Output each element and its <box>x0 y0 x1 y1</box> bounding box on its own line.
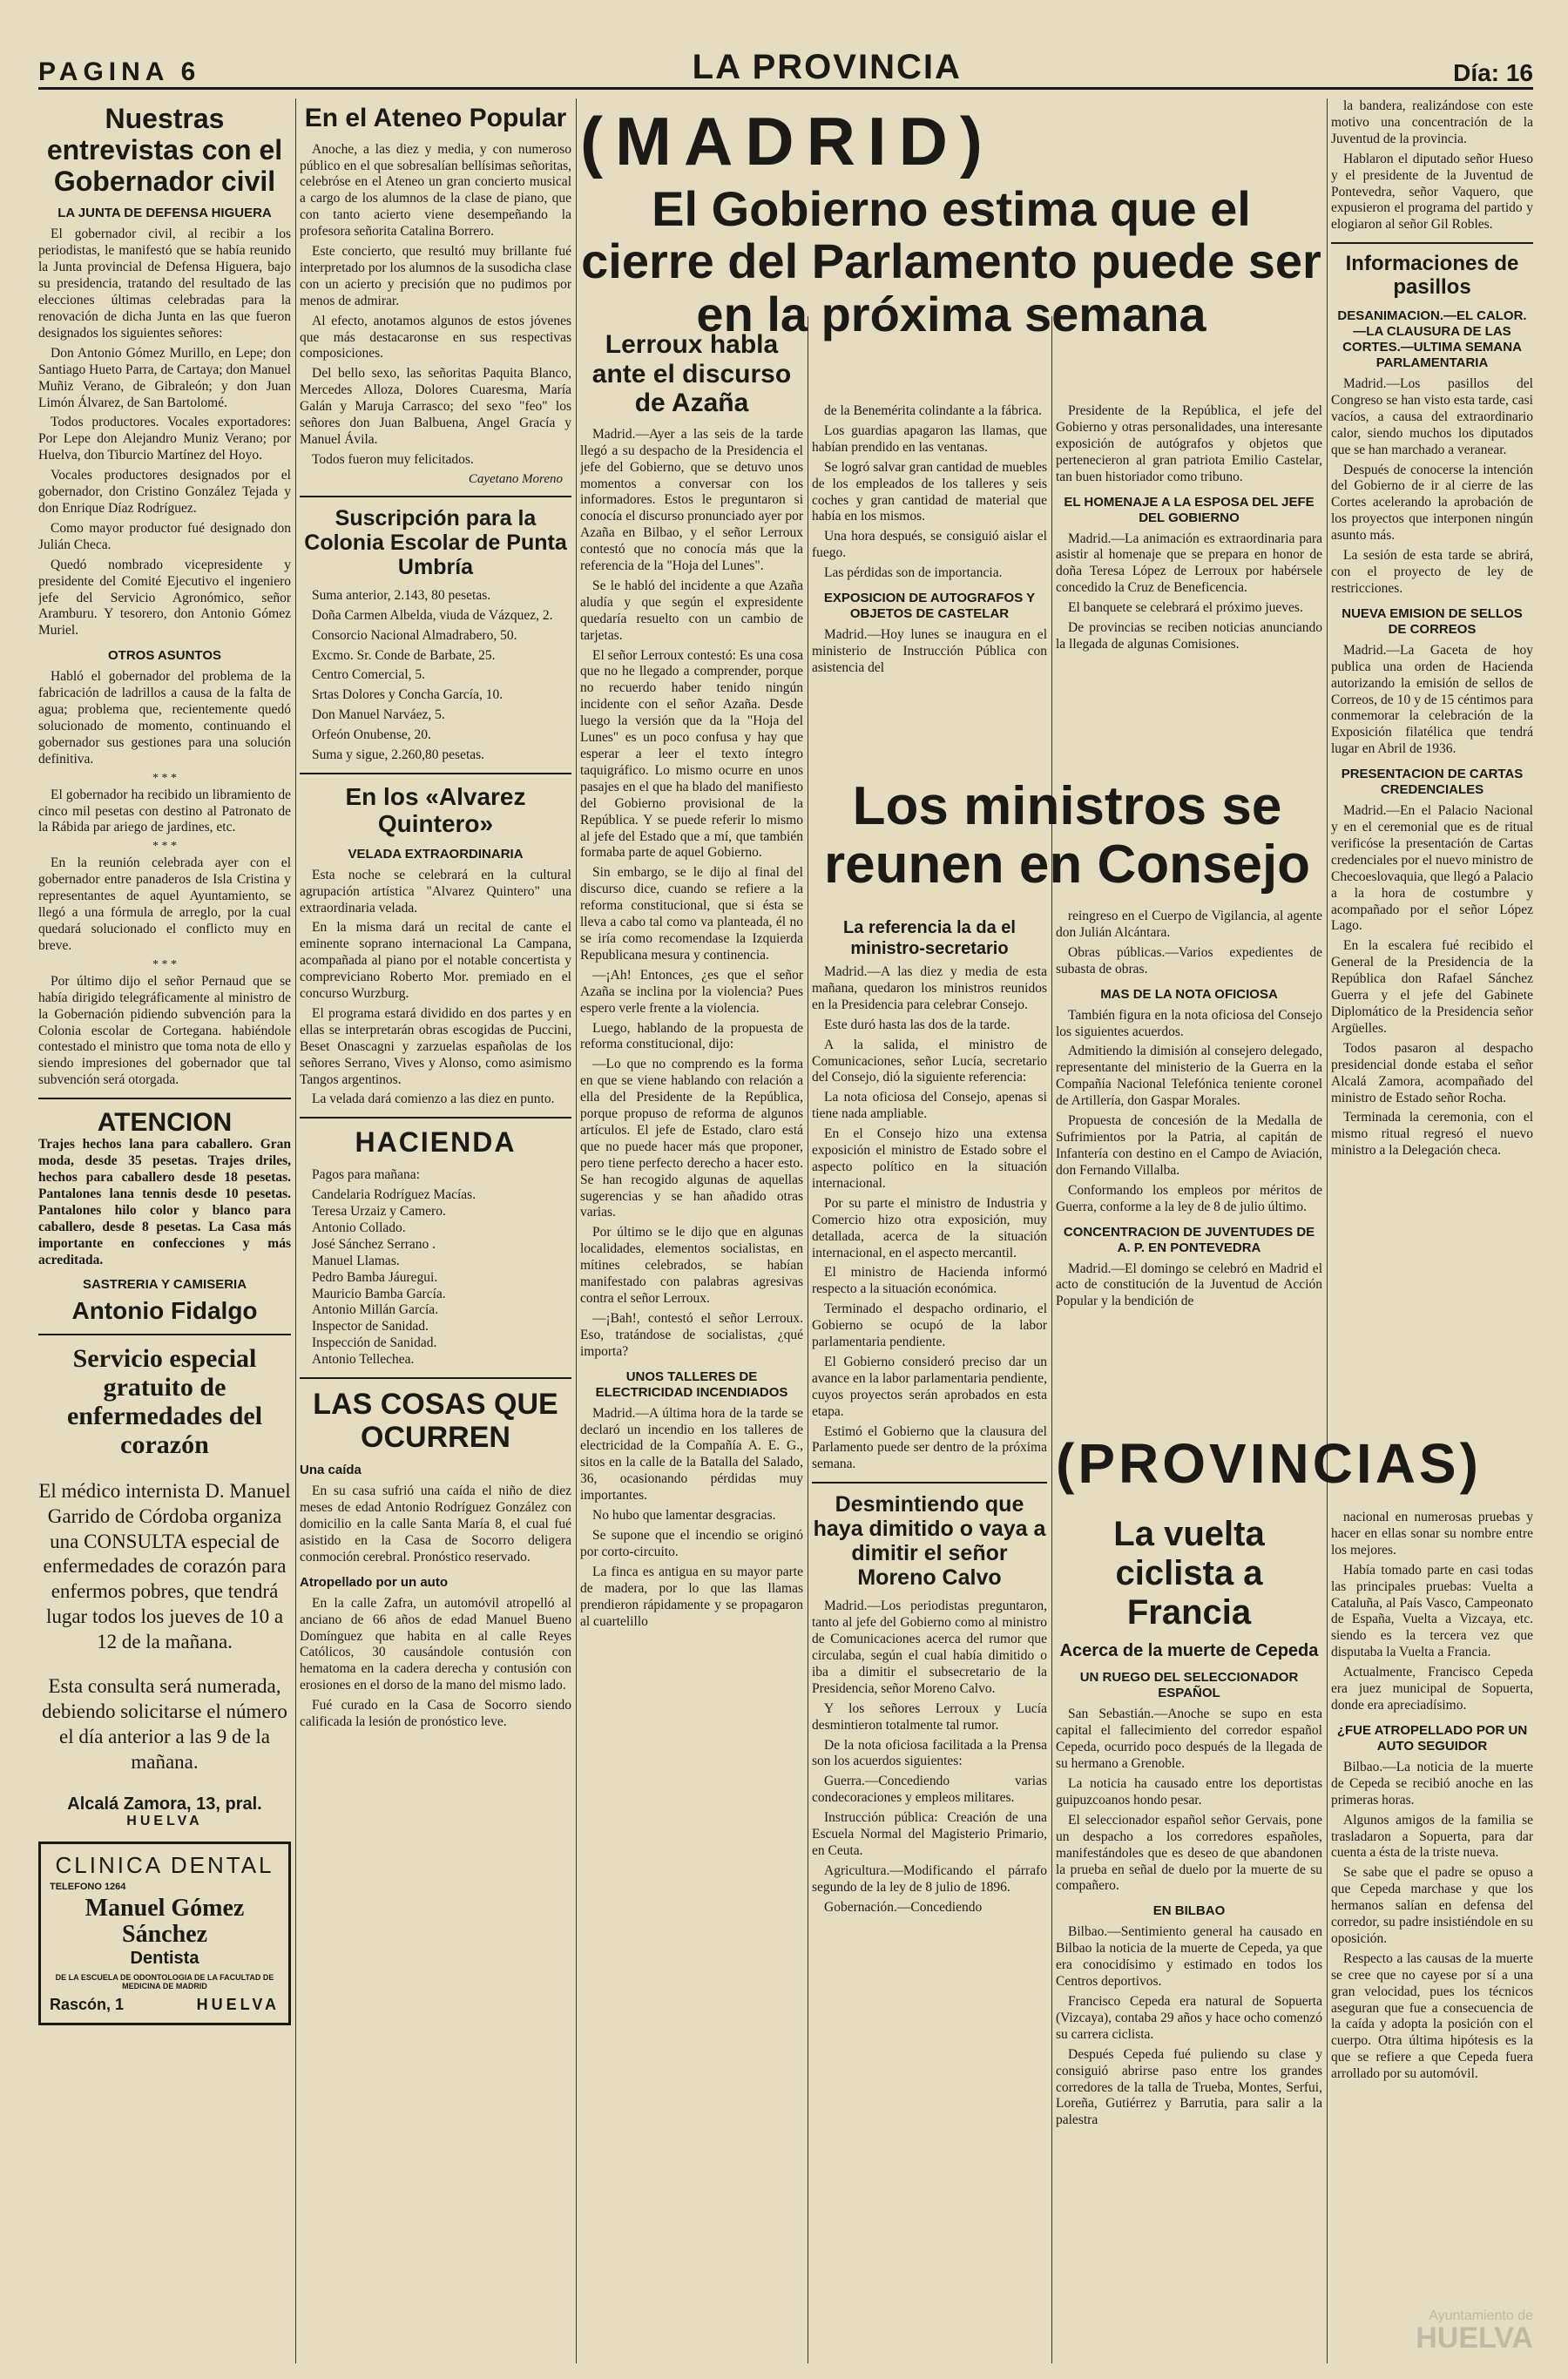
paragraph: El ministro de Hacienda informó respecto a la situación económica. <box>812 1265 1047 1297</box>
paragraph: Pagos para mañana: <box>312 1167 420 1183</box>
paragraph: Madrid.—A las diez y media de esta mañana, quedaron los ministros reunidos en la Presidencia para celebrar Consejo. <box>812 964 1047 1012</box>
section-subhead: DESANIMACION.—EL CALOR.—LA CLAUSURA DE LAS CORTES.—ULTIMA SEMANA PARLAMENTARIA <box>1337 308 1527 370</box>
paragraph: A la salida, el ministro de Comunicaciones, señor Lucía, secretario del Consejo, dió la siguiente referencia: <box>812 1037 1047 1085</box>
column-5-top <box>1056 403 1322 769</box>
article-title: Desmintiendo que haya dimitido o vaya a dimitir el señor Moreno Calvo <box>813 1492 1046 1591</box>
madrid-banner <box>580 98 1322 341</box>
paragraph: Por último dijo el señor Pernaud que se había dirigido telegráficamente al ministro de la Gobernación pidiendo subvención para la Colonia escolar de Cortegana. habiéndole contestado el ministro que toma nota de ello y siendo impresiones del gobernador que tal subvención será otorgada. <box>38 973 291 1088</box>
paragraph: Los guardias apagaron las llamas, que habían prendido en las ventanas. <box>812 422 1047 455</box>
paragraph: Bilbao.—Sentimiento general ha causado en Bilbao la noticia de la muerte de Cepeda, ya que era conocidísimo y estimado en todos los Centros deportivos. <box>1056 1924 1322 1990</box>
advert-title: Servicio especial gratuito de enfermedades del corazón <box>66 1344 263 1460</box>
section-subhead: MAS DE LA NOTA OFICIOSA <box>1100 986 1278 1002</box>
consejo-banner <box>812 778 1322 903</box>
paragraph: Habló el gobernador del problema de la fabricación de ladrillos a causa de la falta de agua; problema que, recientemente quedó solucionado de momento, continuando el gobernador sus gestiones para una solución definitiva. <box>38 669 291 767</box>
divider <box>38 1334 291 1335</box>
article-title: Nuestras entrevistas con el Gobernador civil <box>46 103 283 197</box>
advert-text: Trajes hechos lana para caballero. Gran moda, desde 35 pesetas. Trajes driles, hechos para caballero desde 18 pesetas. Pantalones lana tennis desde 10 pesetas. Pantalones hilo color y blanco para caballero, desde 8 pesetas. La Casa más importante en confecciones y más acreditada. <box>38 1137 291 1267</box>
list-item: Mauricio Bamba García. <box>312 1286 446 1301</box>
section-subhead: VELADA EXTRAORDINARIA <box>348 846 524 862</box>
clinic-name: Manuel Gómez Sánchez <box>84 1894 245 1949</box>
list-item: Teresa Urzaiz y Camero. <box>312 1204 446 1220</box>
paragraph: En su casa sufrió una caída el niño de diez meses de edad Antonio Rodríguez González con domicilio en la calle Santa María 8, el cual fué asistido en la Casa de Socorro deligera conmoción cerebral. Pronóstico reservado. <box>300 1483 571 1565</box>
paragraph: En el Consejo hizo una extensa exposición el ministro de Estado sobre el aspecto político en la situación internacional. <box>812 1126 1047 1191</box>
article-title: Lerroux habla ante el discurso de Azaña <box>591 330 792 418</box>
article-title: En el Ateneo Popular <box>304 104 567 132</box>
paragraph: Suma y sigue, 2.260,80 pesetas. <box>312 747 485 763</box>
column-divider <box>1327 98 1328 2363</box>
paragraph: reingreso en el Cuerpo de Vigilancia, al agente don Julián Alcántara. <box>1056 909 1322 940</box>
list-item: Inspector de Sanidad. <box>312 1319 429 1335</box>
paragraph: El banquete se celebrará el próximo jueves. <box>1068 600 1303 616</box>
article-title: HACIENDA <box>355 1126 517 1159</box>
paragraph: Admitiendo la dimisión al consejero delegado, representante del ministerio de la Guerra en la Compañía Nacional Telefónica teniente coronel de Artillería, don Gaspar Morales. <box>1056 1044 1322 1109</box>
section-kicker: (MADRID) <box>580 103 995 179</box>
paragraph: Bilbao.—La noticia de la muerte de Cepeda se recibió anoche en las primeras horas. <box>1331 1759 1533 1808</box>
paragraph: de la Benemérita colindante a la fábrica. <box>824 403 1043 418</box>
advert-shop: SASTRERIA Y CAMISERIA <box>82 1277 247 1293</box>
paragraph: Y los señores Lerroux y Lucía desmintieron totalmente tal rumor. <box>812 1700 1047 1733</box>
paragraph: Madrid.—Hoy lunes se inaugura en el ministerio de Instrucción Pública con asistencia del <box>812 627 1047 675</box>
paragraph: Guerra.—Concediendo varias condecoraciones y empleos militares. <box>812 1774 1047 1806</box>
masthead <box>38 42 1533 90</box>
list-item: Antonio Collado. <box>312 1220 406 1235</box>
clinic-title: CLINICA DENTAL <box>55 1852 274 1879</box>
paragraph: Se le habló del incidente a que Azaña aludía y que según el expresidente quedaría resuelto con un cambio de tarjetas. <box>580 578 803 643</box>
clinic-role: Dentista <box>130 1949 199 1969</box>
paragraph: De la nota oficiosa facilitada a la Prensa son los acuerdos siguientes: <box>812 1737 1047 1769</box>
paragraph: Se supone que el incendio se originó por corto-circuito. <box>580 1527 803 1559</box>
advert-title: ATENCION <box>97 1108 233 1138</box>
separator-stars-icon: * * * <box>152 957 177 971</box>
clinic-phone: TELEFONO 1264 <box>50 1881 126 1892</box>
section-subhead: PRESENTACION DE CARTAS CREDENCIALES <box>1341 767 1524 798</box>
paragraph: Gobernación.—Concediendo <box>824 1899 983 1915</box>
divider <box>1331 242 1533 244</box>
paragraph: Una hora después, se consiguió aislar el fuego. <box>812 529 1047 561</box>
paragraph: La finca es antigua en su mayor parte de madera, por lo que las llamas prendieron rápidamente y se propagaron al cuartelillo <box>580 1564 803 1629</box>
paragraph: Estimó el Gobierno que la clausura del Parlamento puede ser dentro de la próxima semana. <box>812 1423 1047 1472</box>
article-title: LAS COSAS QUE OCURREN <box>313 1388 558 1455</box>
column-5-bottom <box>1056 1510 1322 2363</box>
column-5-middle <box>1056 909 1322 1423</box>
paragraph: Luego, hablando de la propuesta de reforma constitucional, dijo: <box>580 1020 803 1052</box>
main-headline: El Gobierno estima que el cierre del Parlamento puede ser en la próxima semana <box>581 181 1321 341</box>
paragraph: Se logró salvar gran cantidad de muebles de los empleados de los talleres y seis coches y gran cantidad de material que había en los mismos. <box>812 459 1047 524</box>
provincias-banner <box>1056 1431 1533 1503</box>
section-headline: Los ministros se reunen en Consejo <box>823 776 1311 895</box>
section-subhead: ¿FUE ATROPELLADO POR UN AUTO SEGUIDOR <box>1336 1722 1528 1754</box>
paragraph: Suma anterior, 2.143, 80 pesetas. <box>312 587 491 603</box>
section-subhead: UNOS TALLERES DE ELECTRICIDAD INCENDIADOS <box>595 1369 788 1400</box>
section-kicker: (PROVINCIAS) <box>1056 1432 1482 1495</box>
section-subhead: La referencia la da el ministro-secretario <box>843 918 1016 958</box>
list-item: Manuel Llamas. <box>312 1253 400 1268</box>
column-divider <box>1051 316 1052 2363</box>
paragraph: También figura en la nota oficiosa del Consejo los siguientes acuerdos. <box>1056 1007 1322 1039</box>
paragraph: Orfeón Onubense, 20. <box>312 727 431 743</box>
section-subhead: Atropellado por un auto <box>300 1574 448 1590</box>
paragraph: La sesión de esta tarde se abrirá, con el proyecto de ley de restricciones. <box>1331 548 1533 596</box>
column-3 <box>580 325 803 2363</box>
divider <box>300 1117 571 1119</box>
paragraph: Después Cepeda fué puliendo su clase y consiguió abrirse paso entre los grandes corredores de la talla de Trueba, Montes, Serfui, Loreña, Gutiérrez y Barrutia, para salir a la palestra <box>1056 2046 1322 2128</box>
advert-address: Alcalá Zamora, 13, pral. <box>67 1794 262 1815</box>
advert-cardio <box>38 1344 291 1829</box>
watermark-line: HUELVA <box>1416 2322 1533 2355</box>
paragraph: La noticia ha causado entre los deportistas guipuzcoanos hondo pesar. <box>1056 1776 1322 1808</box>
article-title: La vuelta ciclista a Francia <box>1113 1515 1265 1632</box>
paragraph: Hablaron el diputado señor Hueso y el presidente de la Juventud de Pontevedra, señor Vaquero, que expusieron el programa del partido y elogiaron al señor Gil Robles. <box>1331 151 1533 233</box>
paragraph: Después de conocerse la intención del Gobierno de ir al cierre de las Cortes acelerando la aprobación de los proyectos que interponen ningún asunto más. <box>1331 462 1533 544</box>
paragraph: El señor Lerroux contestó: Es una cosa que no he llegado a comprender, porque no recuerdo haber tenido ningún incidente con el señor Azaña. Desde luego la versión que da la "Hoja del Lunes" es un poco confusa y hay que esperar a leer el texto íntegro taquigráfico. Lo mismo ocurre en unos pasajes en el que ha blado del manifiesto del Gobierno provisional de la República. Y se puede referir lo mismo al jefe del Estado que a mí, que también formaba parte de aquel Gobierno. <box>580 647 803 861</box>
column-1 <box>38 98 291 2025</box>
paragraph: Doña Carmen Albelda, viuda de Vázquez, 2. <box>312 607 553 623</box>
paragraph: En la escalera fué recibido el General de la Presidencia de la República don Rafael Sánchez Guerra y el jefe del Gabinete Diplomático de la Presidencia señor Argüelles. <box>1331 938 1533 1036</box>
column-4-top <box>812 403 1047 769</box>
list-item: Candelaria Rodríguez Macías. <box>312 1187 476 1203</box>
clinic-school: DE LA ESCUELA DE ODONTOLOGIA DE LA FACULTAD DE MEDICINA DE MADRID <box>55 1973 274 1991</box>
paragraph: nacional en numerosas pruebas y hacer en ellas sonar su nombre entre los mejores. <box>1331 1510 1533 1558</box>
separator-stars-icon: * * * <box>152 771 177 785</box>
paragraph: Don Antonio Gómez Murillo, en Lepe; don Santiago Hueto Parra, de Cartaya; don Manuel Muñiz Verano, de Gibraleón; y don Juan Limón Álvarez, de San Bartolomé. <box>38 345 291 410</box>
advert-text: Esta consulta será numerada, debiendo solicitarse el número el día anterior a las 9 de la mañana. <box>42 1675 287 1773</box>
paragraph: —Lo que no comprendo es la forma en que se viene hablando con relación a ella del Presidente de la República, porque propuso de reforma de algunos artículos. El jefe de Estado, claro está que no puede hacer más que proponer, pero tiene perfecto derecho a hacer esto. Se han recogido algunas de aquellas sugerencias y se han añadido otras varias. <box>580 1057 803 1220</box>
paragraph: La velada dará comienzo a las diez en punto. <box>312 1092 555 1107</box>
paragraph: Madrid.—El domingo se celebró en Madrid el acto de constitución de la Juventud de Acción Popular y la bendición de <box>1056 1260 1322 1309</box>
list-item: José Sánchez Serrano . <box>312 1236 436 1252</box>
paragraph: Francisco Cepeda era natural de Sopuerta (Vizcaya), contaba 29 años y hace ocho comenzó su carrera ciclista. <box>1056 1993 1322 2042</box>
article-title: Suscripción para la Colonia Escolar de Punta Umbría <box>304 505 567 579</box>
paragraph: En la calle Zafra, un automóvil atropelló al anciano de 66 años de edad Manuel Bueno Domínguez que habita en al calle Reyes Católicos, 30 causándole contusión con hematoma en la cadera derecha y contusión con erosiones en el dorso de la mano del mismo lado. <box>300 1595 571 1693</box>
paragraph: Se sabe que el padre se opuso a que Cepeda marchase y que los hermanos salían en defensa del corredor, su padre insistiéndole en su oposición. <box>1331 1865 1533 1946</box>
divider <box>300 773 571 774</box>
paragraph: Excmo. Sr. Conde de Barbate, 25. <box>312 647 496 663</box>
separator-stars-icon: * * * <box>152 840 177 854</box>
paragraph: Por último se le dijo que en algunas localidades, elementos socialistas, en mítines celebrados, se habían manifestado con palabras agresivas contra el señor Lerroux. <box>580 1225 803 1306</box>
column-2 <box>300 98 571 1734</box>
paragraph: Este duró hasta las dos de la tarde. <box>824 1017 1010 1032</box>
column-divider <box>295 98 296 2363</box>
paragraph: Srtas Dolores y Concha García, 10. <box>312 687 504 703</box>
paragraph: Conformando los empleos por méritos de Guerra, conforme a la ley de 8 de julio último. <box>1056 1182 1322 1214</box>
paragraph: Agricultura.—Modificando el párrafo segundo de la ley de 8 julio de 1896. <box>812 1862 1047 1895</box>
paragraph: Esta noche se celebrará en la cultural agrupación artística "Alvarez Quintero" una extraordinaria velada. <box>300 867 571 916</box>
paragraph: Terminado el despacho ordinario, el Gobierno se ocupó de la labor parlamentaria pendiente. <box>812 1301 1047 1350</box>
divider <box>300 1377 571 1379</box>
paragraph: Madrid.—Los periodistas preguntaron, tanto al jefe del Gobierno como al ministro de Comunicaciones acerca del rumor que circulaba, según el cual había dimitido o iba a dimitir el subsecretario de la Presidencia, señor Moreno Calvo. <box>812 1598 1047 1696</box>
advert-text: El médico internista D. Manuel Garrido de Córdoba organiza una CONSULTA especial de enfermedades de corazón para enfermos pobres, que tendrá lugar todos los jueves de 10 a 12 de la mañana. <box>38 1480 291 1652</box>
paragraph: Todos fueron muy felicitados. <box>312 451 474 467</box>
section-subhead: EL HOMENAJE A LA ESPOSA DEL JEFE DEL GOBIERNO <box>1064 494 1315 525</box>
paragraph: Madrid.—En el Palacio Nacional y en el ceremonial que es de ritual verificóse la presentación de Cartas credenciales por el nuevo ministro de Checoeslovaquia, que llegó a Palacio a la hora de costumbre y acompañado por el señor López Lago. <box>1331 803 1533 934</box>
watermark-line: Ayuntamiento de <box>1429 2308 1533 2323</box>
paragraph: El gobernador ha recibido un libramiento de cinco mil pesetas con destino al Patronato de la Rábida par ariego de jardines, etc. <box>38 787 291 835</box>
paragraph: Terminada la ceremonia, con el mismo ritual regresó el nuevo ministro a la Delegación checa. <box>1331 1110 1533 1159</box>
article-title: Informaciones de pasillos <box>1345 252 1519 300</box>
paragraph: Anoche, a las diez y media, y con numeroso público en el que sobresalían bellísimas señoritas, celebróse en el Ateneo un gran concierto musical a cargo de los alumnos de la clase de piano, que con tanto acierto viene desempeñando la profesora señorita Catalina Borrero. <box>300 141 571 240</box>
paragraph: Había tomado parte en casi todas las principales pruebas: Vuelta a Cataluña, al País Vasco, Campeonato de España, Vuelta a Vizcaya, etc. siendo es la tercera vez que disputaba la Vuelta a Francia. <box>1331 1562 1533 1660</box>
paragraph: Vocales productores designados por el gobernador, don Cristino González Tejada y don Enrique Díaz Rodríguez. <box>38 468 291 516</box>
column-4-bottom <box>812 909 1047 2363</box>
columns <box>38 98 1533 2372</box>
paragraph: Por su parte el ministro de Industria y Comercio hizo otra exposición, muy detallada, acerca de la situación internacional, en el aspecto mercantil. <box>812 1195 1047 1260</box>
list-item: Antonio Millán García. <box>312 1302 439 1318</box>
newspaper-logo: LA PROVINCIA <box>692 48 962 86</box>
paragraph: San Sebastián.—Anoche se supo en esta capital el fallecimiento del corredor español Cepeda, ocurrido poco después de la llegada de su hermano a Grenoble. <box>1056 1707 1322 1772</box>
paragraph: Presidente de la República, el jefe del Gobierno y otras personalidades, una interesante exposición de autógrafos y objetos que pertenecieron al gran patriota Emilio Castelar, tan buen historiador como tribuno. <box>1056 403 1322 484</box>
paragraph: Respecto a las causas de la muerte se cree que no cayese por sí a una gran velocidad, pues los técnicos aseguran que fue a consecuencia de la caída y adopta la posición con el cuerpo. Otra última hipótesis es la que se refiere a que Cepeda fuera arrollado por su automóvil. <box>1331 1950 1533 2082</box>
paragraph: Don Manuel Narváez, 5. <box>312 707 445 723</box>
column-6-bottom <box>1331 1510 1533 2363</box>
paragraph: El programa estará dividido en dos partes y en ellas se interpretarán obras escogidas de Puccini, Beset Onascagni y zarzuelas españolas de los señores Serrano, Vives y Alonso, como asimismo Tangos argentinos. <box>300 1005 571 1087</box>
column-divider <box>576 98 577 2363</box>
section-subhead: OTROS ASUNTOS <box>107 648 221 664</box>
paragraph: Instrucción pública: Creación de una Escuela Normal del Magisterio Primario, en Ceuta. <box>812 1810 1047 1858</box>
advert-clinic <box>38 1842 291 2025</box>
paragraph: No hubo que lamentar desgracias. <box>592 1508 776 1524</box>
advert-tailor <box>38 1108 291 1325</box>
list-item: Antonio Tellechea. <box>312 1352 415 1368</box>
advert-name: Antonio Fidalgo <box>71 1297 258 1325</box>
paragraph: Consorcio Nacional Almadrabero, 50. <box>312 627 517 643</box>
paragraph: Como mayor productor fué designado don Julián Checa. <box>38 520 291 552</box>
paragraph: Al efecto, anotamos algunos de estos jóvenes que más destacaronse en sus respectivas composiciones. <box>300 313 571 362</box>
divider <box>300 496 571 497</box>
section-subhead: Acerca de la muerte de Cepeda <box>1059 1641 1319 1661</box>
paragraph: Obras públicas.—Varios expedientes de subasta de obras. <box>1056 944 1322 977</box>
section-subhead: LA JUNTA DE DEFENSA HIGUERA <box>57 206 272 221</box>
divider <box>38 1098 291 1099</box>
paragraph: Madrid.—Los pasillos del Congreso se han visto esta tarde, casi vacíos, a causa del extraordinario calor, siendo muchos los diputados que se han marchado a veranear. <box>1331 376 1533 457</box>
paragraph: Todos pasaron al despacho presidencial donde estaba el señor Alcalá Zamora, acompañado del ministro de Estado señor Rocha. <box>1331 1040 1533 1105</box>
paragraph: Del bello sexo, las señoritas Paquita Blanco, Mercedes Alloza, Dolores Cuaresma, María Galán y Maruja Carrasco; del sexo "feo" los señores don Juan Balbuena, Angel Gracía y Manuel Ávila. <box>300 366 571 447</box>
paragraph: Todos productores. Vocales exportadores: Por Lepe don Alejandro Muniz Verano; por Huelva, don Tiburcio Martínez del Hoyo. <box>38 415 291 463</box>
paragraph: El seleccionador español señor Gervais, pone un despacho a los corredores españoles, manifestándoles que es deseo de que abandonen la prueba en señal de duelo por la muerte de su compañero. <box>1056 1812 1322 1894</box>
paragraph: Este concierto, que resultó muy brillante fué interpretado por los alumnos de la susodicha clase con un acierto y precisión que no pudimos por menos de admirar. <box>300 244 571 308</box>
paragraph: De provincias se reciben noticias anunciando la llegada de algunas Comisiones. <box>1056 620 1322 652</box>
paragraph: Quedó nombrado vicepresidente y presidente del Comité Ejecutivo el ingeniero jefe del Servicio Agronómico, señor Aramburu. Y tesorero, don Antonio Gómez Muriel. <box>38 557 291 639</box>
advert-city: HUELVA <box>126 1814 203 1829</box>
section-subhead: NUEVA EMISION DE SELLOS DE CORREOS <box>1342 605 1523 637</box>
page-number: PAGINA 6 <box>38 57 201 86</box>
section-subhead: EXPOSICION DE AUTOGRAFOS Y OBJETOS DE CASTELAR <box>823 591 1036 622</box>
column-6-top <box>1331 98 1533 1423</box>
paragraph: —¡Bah!, contestó el señor Lerroux. Eso, tratándose de socialistas, ¿qué importa? <box>580 1310 803 1359</box>
paragraph: Las pérdidas son de importancia. <box>824 565 1003 581</box>
paragraph: Propuesta de concesión de la Medalla de Sufrimientos por la Patria, al capitán de Infantería con destino en el Campo de Aviación, don Fernando Villalba. <box>1056 1113 1322 1178</box>
section-subhead: UN RUEGO DEL SELECCIONADOR ESPAÑOL <box>1079 1670 1299 1701</box>
paragraph: La nota oficiosa del Consejo, apenas si tiene nada ampliable. <box>812 1090 1047 1122</box>
paragraph: Madrid.—A última hora de la tarde se declaró un incendio en los talleres de electricidad de la Compañía A. E. G., sitos en la calle de la Batalla del Salado, 36, ocasionando pérdidas muy importantes. <box>580 1405 803 1504</box>
clinic-address: Rascón, 1 <box>50 1996 125 2014</box>
clinic-city: HUELVA <box>196 1996 280 2014</box>
divider <box>812 1482 1047 1483</box>
payment-list <box>300 1187 571 1369</box>
section-subhead: Una caída <box>300 1463 362 1478</box>
paragraph: Actualmente, Francisco Cepeda era juez municipal de Sopuerta, donde era apreciadísimo. <box>1331 1665 1533 1713</box>
section-subhead: CONCENTRACION DE JUVENTUDES DE A. P. EN PONTEVEDRA <box>1063 1224 1315 1255</box>
issue-day: Día: 16 <box>1453 59 1533 86</box>
paragraph: Algunos amigos de la familia se trasladaron a Sopuerta, para dar cuenta a ésta de la triste nueva. <box>1331 1812 1533 1861</box>
paragraph: la bandera, realizándose con este motivo una concentración de la Juventud de la provincia. <box>1331 98 1533 146</box>
list-item: Pedro Bamba Jáuregui. <box>312 1269 438 1285</box>
paragraph: Centro Comercial, 5. <box>312 667 425 683</box>
paragraph: Madrid.—La Gaceta de hoy publica una orden de Hacienda autorizando la emisión de sellos de Correos, de 10 y de 15 céntimos para conmemorar la celebración de la Exposición filatélica que tendrá lugar en Abril de 1936. <box>1331 642 1533 757</box>
section-subhead: EN BILBAO <box>1152 1903 1226 1919</box>
article-title: En los «Alvarez Quintero» <box>345 782 526 838</box>
paragraph: —¡Ah! Entonces, ¿es que el señor Azaña se inclina por la violencia? Pues espero verle frente a la violencia. <box>580 967 803 1016</box>
paragraph: En la reunión celebrada ayer con el gobernador entre panaderos de Isla Cristina y representantes de aquel Ayuntamiento, se llegó a una fórmula de arreglo, por la cual quedará solucionado el conflicto muy en breve. <box>38 855 291 953</box>
paragraph: Fué curado en la Casa de Socorro siendo calificada la lesión de pronóstico leve. <box>300 1698 571 1730</box>
paragraph: El Gobierno consideró preciso dar un avance en la labor parlamentaria pendiente, cuyos proyectos serán aprobados en esta etapa. <box>812 1354 1047 1419</box>
paragraph: El gobernador civil, al recibir a los periodistas, le manifestó que se había reunido la Junta provincial de Defensa Higuera, bajo su presidencia, tratando del resultado de las elecciones últimas celebradas para la renovación de dicha Junta en las que fueron designados los siguientes señores: <box>38 226 291 341</box>
archive-watermark <box>1416 2309 1533 2353</box>
byline: Cayetano Moreno <box>468 471 563 486</box>
list-item: Inspección de Sanidad. <box>312 1335 437 1351</box>
paragraph: En la misma dará un recital de cante el eminente soprano internacional La Campana, acompañada al piano por el notable concertista y compreviciano Roberto Mor. premiado en el concurso Wurzburg. <box>300 920 571 1002</box>
paragraph: Madrid.—Ayer a las seis de la tarde llegó a su despacho de la Presidencia el jefe del Gobierno, que se detuvo unos momentos a conversar con los informadores. Estos le preguntaron si conocía el discurso pronunciado ayer por Azaña en Bilbao, y el señor Lerroux contestó que no conocía más que la referencia de la "Hoja del Lunes". <box>580 426 803 574</box>
paragraph: Sin embargo, se le dijo al final del discurso dice, cuando se refiere a la reforma constitucional, que si ésta se lleva a cabo tal como va planteada, él no se iría como recomendase la Izquierda Republicana mesura y continencia. <box>580 865 803 963</box>
paragraph: Madrid.—La animación es extraordinaria para asistir al homenaje que se prepara en honor de doña Teresa López de Lerroux por habérsele concedido la Cruz de Beneficencia. <box>1056 531 1322 596</box>
